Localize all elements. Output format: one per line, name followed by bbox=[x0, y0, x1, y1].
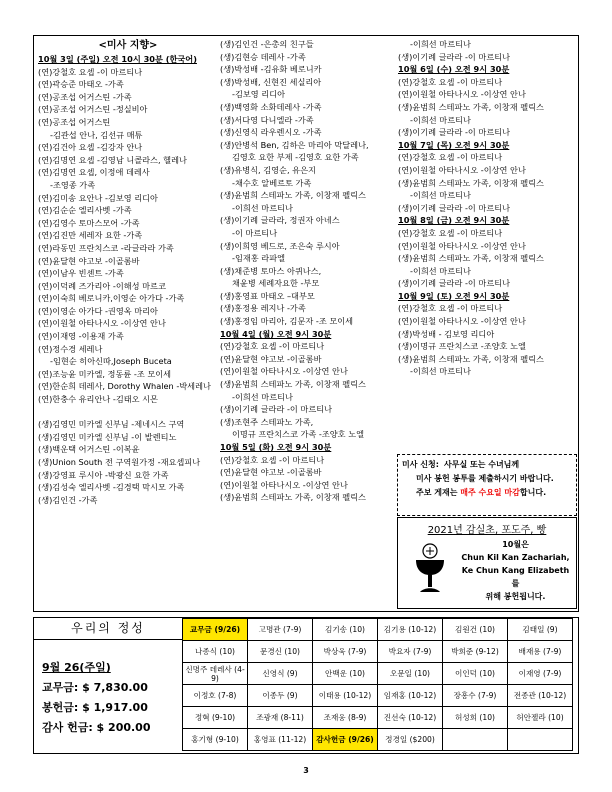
offering-cell: 나종식 (10) bbox=[183, 641, 248, 663]
offering-section bbox=[33, 617, 579, 754]
offering-cell: 박요자 (7-9) bbox=[378, 641, 443, 663]
ads-line3: Ke Chun Kang Elizabeth를 bbox=[461, 566, 570, 588]
offering-cell: 홍영표 (11-12) bbox=[248, 729, 313, 751]
mass-intention-line: (생)홍정용 레지나 -가족 bbox=[220, 303, 306, 314]
mass-intention-line: -이 마르티나 bbox=[232, 227, 278, 238]
mass-intention-line: (연)강철호 요셉 -이 마르티나 bbox=[220, 341, 325, 352]
mass-intention-line: (생)Union South 전 구역원가정 -재요셉피나 bbox=[38, 457, 201, 467]
mass-intention-line: -조영종 가족 bbox=[50, 179, 96, 190]
mass-intention-line: (생)유병식, 김영순, 유은지 bbox=[220, 164, 316, 175]
offering-cell: 고명관 (7-9) bbox=[248, 619, 313, 641]
ads-line2: Chun Kil Kan Zachariah, bbox=[461, 553, 570, 562]
mass-intention-line: (연)라동민 프란치스코 -라글라라 가족 bbox=[38, 242, 174, 253]
ads-line4: 위해 봉헌됩니다. bbox=[485, 592, 546, 601]
mass-date-header: 10월 9일 (토) 오전 9시 30분 bbox=[398, 290, 510, 301]
mass-intention-line: -이희선 마르티나 bbox=[410, 366, 471, 377]
notice-line3a: 주보 게재는 bbox=[416, 488, 461, 497]
mass-intention-line: (생)이기례 글라라, 정권자 아네스 bbox=[220, 215, 340, 226]
mass-intention-line: (생)윤범희 스테파노 가족, 이창재 펠릭스 bbox=[220, 190, 366, 201]
notice-deadline: 매주 수요일 마감 bbox=[460, 488, 520, 497]
mass-title: <미사 지향> bbox=[98, 40, 158, 51]
page-number: 3 bbox=[303, 766, 309, 775]
mass-intention-line: 김영호 요한 부제 -김영호 요한 가족 bbox=[232, 152, 359, 163]
mass-intention-line: (연)조능윤 미카엘, 정동륜 -조 모이세 bbox=[38, 368, 172, 379]
mass-date-header: 10월 6일 (수) 오전 9시 30분 bbox=[398, 64, 510, 75]
mass-intention-line: (생)윤범희 스테파노 가족, 이창재 펠릭스 bbox=[220, 492, 366, 503]
ads-line1: 10월은 bbox=[502, 540, 529, 549]
mass-intention-line: (연)윤달현 야고보 -이골롬바 bbox=[220, 353, 322, 364]
mass-intention-line: -김보영 리디아 bbox=[232, 89, 286, 100]
mass-date-header: 10월 8일 (금) 오전 9시 30분 bbox=[398, 215, 510, 226]
offering-cell: 김기용 (10-12) bbox=[378, 619, 443, 641]
offering-cell: 정경일 ($200) bbox=[378, 729, 443, 751]
notice-label: 미사 신청: bbox=[402, 460, 439, 469]
offering-thanks: 감사 헌금: $ 200.00 bbox=[42, 721, 151, 734]
mass-intention-line: -이희선 마르티나 bbox=[410, 114, 471, 125]
offering-cell: 진선숙 (10-12) bbox=[378, 707, 443, 729]
offering-cell: 장흥수 (7-9) bbox=[443, 685, 508, 707]
mass-intention-line: (생)윤범희 스테파노 가족, 이창재 펠릭스 bbox=[398, 101, 544, 112]
mass-intention-line: (생)윤범희 스테파노 가족, 이창재 펠릭스 bbox=[398, 353, 544, 364]
mass-intention-line: (연)김명연 요셉 -김영남 니콜라스, 헬레나 bbox=[38, 154, 187, 165]
mass-intention-line: (연)이원철 아타나시오 -이상연 안나 bbox=[398, 240, 526, 251]
offering-cell: 배재용 (7-9) bbox=[508, 641, 573, 663]
mass-intention-line: (연)이원철 아타나시오 -이상연 안나 bbox=[398, 164, 526, 175]
mass-date-header: 10월 7일 (목) 오전 9시 30분 bbox=[398, 139, 510, 150]
offering-cell: 이종두 (9) bbox=[248, 685, 313, 707]
mass-intention-line: (연)김영수 토마스모어 -가족 bbox=[38, 217, 140, 228]
mass-intention-line: (생)윤범희 스테파노 가족, 이창재 펠릭스 bbox=[398, 253, 544, 264]
mass-intention-line: (생)홍영표 마태오 –대부모 bbox=[220, 290, 315, 301]
mass-intention-line: (연)이덕례 즈가리아 -이해성 마르코 bbox=[38, 280, 166, 291]
mass-intention-line: (생)이기례 글라라 -이 마르티나 bbox=[398, 127, 511, 138]
offering-pledge: 교무금: $ 7,830.00 bbox=[42, 681, 148, 694]
mass-intention-line: (연)공조섭 어거스틴 -정실비아 bbox=[38, 104, 148, 115]
mass-request-notice bbox=[397, 454, 577, 516]
mass-intention-line: (연)이원철 아타나시오 -이상연 안나 bbox=[398, 89, 526, 100]
mass-intention-line: (연)이원철 아타나시오 -이상연 안나 bbox=[398, 316, 526, 327]
altar-offering-title: 2021년 감실초, 포도주, 빵 bbox=[427, 525, 547, 536]
offering-cell: 정혁 (9-10) bbox=[183, 707, 248, 729]
mass-intention-line: (연)윤달현 야고보 -이골롬바 bbox=[220, 467, 322, 478]
offering-cell: 감사헌금 (9/26) bbox=[313, 729, 378, 751]
offering-collection: 봉헌금: $ 1,917.00 bbox=[42, 701, 148, 714]
offering-row bbox=[183, 729, 573, 751]
mass-intention-line: (연)강철호 요셉 -이 마르티나 bbox=[398, 227, 503, 238]
mass-intention-line: (생)백운택 어거스틴 -이복윤 bbox=[38, 444, 140, 455]
mass-intention-line: (생)김현승 데레사 -가족 bbox=[220, 51, 306, 62]
offering-cell: 임재홍 (10-12) bbox=[378, 685, 443, 707]
offering-cell: 교무금 (9/26) bbox=[183, 619, 248, 641]
offering-cell: 조광재 (8-11) bbox=[248, 707, 313, 729]
chalice-icon bbox=[412, 542, 448, 596]
mass-intention-line: -이희선 마르티나 bbox=[232, 202, 293, 213]
offering-cell: 오문일 (10) bbox=[378, 663, 443, 685]
mass-intention-line: (생)김영민 미카엘 신부님 -제네시스 구역 bbox=[38, 419, 185, 430]
mass-intention-line: -채수호 알베르토 가족 bbox=[232, 177, 312, 188]
mass-intention-line: -이희선 마르티나 bbox=[410, 265, 471, 276]
mass-intention-line: (생)김영민 미카엘 신부님 -이 발렌티노 bbox=[38, 431, 177, 442]
offering-cell: 허성희 (10) bbox=[443, 707, 508, 729]
offering-cell: 홍기형 (9-10) bbox=[183, 729, 248, 751]
mass-intention-line: (연)한충수 유리안나 -김태오 시몬 bbox=[38, 394, 158, 405]
mass-intention-line: (연)김미송 요안나 -김보영 리디아 bbox=[38, 192, 158, 203]
mass-intention-line: (생)김인건 -은총의 친구들 bbox=[220, 39, 314, 49]
mass-intention-line: (연)이원철 아타나시오 -이상연 안나 bbox=[220, 479, 348, 490]
offering-row bbox=[183, 707, 573, 729]
mass-intention-line: (연)공조섭 어거스틴 -가족 bbox=[38, 91, 132, 102]
mass-intention-line: (연)김명연 요셉, 이정애 데레사 bbox=[38, 167, 150, 178]
mass-intention-line: (생)서다영 다니엘라 -가족 bbox=[220, 114, 314, 125]
altar-offering-box bbox=[397, 517, 577, 609]
mass-intention-line bbox=[38, 406, 218, 419]
mass-intention-line: (생)백영화 소화데레사 -가족 bbox=[220, 101, 322, 112]
mass-intention-line: (생)이기례 글라라 -이 마르티나 bbox=[220, 404, 333, 415]
mass-intention-line: (연)이숙희 베로니카,이영순 아가다 -가족 bbox=[38, 293, 185, 304]
offering-cell: 김원건 (10) bbox=[443, 619, 508, 641]
offering-cell: 안백운 (10) bbox=[313, 663, 378, 685]
notice-line3b: 합니다. bbox=[519, 488, 547, 497]
mass-intention-line: (생)이희영 베드로, 조은숙 루시아 bbox=[220, 240, 340, 251]
mass-intention-line: (연)이원철 아타나시오 -이상연 안나 bbox=[220, 366, 348, 377]
mass-intention-line: (생)신영식 라우렌시오 -가족 bbox=[220, 127, 322, 138]
offering-cell: 박희준 (9-12) bbox=[443, 641, 508, 663]
mass-intention-line: (생)김성숙 엘리사벳 -김경택 막시모 가족 bbox=[38, 482, 185, 493]
offering-names-table bbox=[182, 618, 573, 751]
mass-intention-line: (연)강철호 요셉 -이 마르티나 bbox=[398, 152, 503, 163]
mass-date-header: 10월 3일 (주일) 오전 10시 30분 (한국어) bbox=[38, 54, 197, 64]
offering-cell: 김기송 (10) bbox=[313, 619, 378, 641]
mass-intention-line: (연)한순희 데레사, Dorothy Whalen -박세레나 bbox=[38, 381, 211, 392]
offering-cell: 조재웅 (8-9) bbox=[313, 707, 378, 729]
mass-intention-line: (생)강영표 루시아 -박광신 요한 가족 bbox=[38, 469, 169, 480]
notice-line1: 사무실 또는 수녀님께 bbox=[444, 460, 520, 469]
offering-cell: 신영식 (9) bbox=[248, 663, 313, 685]
offering-row bbox=[183, 685, 573, 707]
mass-intention-line: (연)강철호 요셉 -이 마르티나 bbox=[220, 454, 325, 465]
offering-cell: 이인덕 (10) bbox=[443, 663, 508, 685]
mass-intention-line: (연)강철호 요셉 -이 마르티나 bbox=[398, 303, 503, 314]
mass-intention-line: (생)박성배 - 김보영 리디아 bbox=[398, 328, 495, 339]
offering-cell: 김태일 (9) bbox=[508, 619, 573, 641]
mass-intention-line: -이희선 마르티나 bbox=[232, 391, 293, 402]
mass-intention-line: -이희선 마르티나 bbox=[410, 39, 471, 49]
mass-intention-line: 채윤병 세례자요한 -부모 bbox=[232, 278, 320, 289]
mass-intention-line: (연)공조섭 어거스틴 bbox=[38, 116, 111, 127]
mass-intention-line: 이명규 프란치스코 가족 -조양호 노엘 bbox=[232, 429, 365, 440]
mass-intention-line: (생)김인건 -가족 bbox=[38, 494, 98, 505]
offering-date: 9월 26(주일) bbox=[42, 661, 111, 674]
mass-intention-line: (생)윤범희 스테파노 가족, 이창재 펠릭스 bbox=[220, 379, 366, 390]
mass-intention-line: (생)이기례 글라라 -이 마르티나 bbox=[398, 51, 511, 62]
offering-cell: 허안젤라 (10) bbox=[508, 707, 573, 729]
mass-intention-line: (생)이기례 글라라 -이 마르티나 bbox=[398, 278, 511, 289]
mass-date-header: 10월 4일 (월) 오전 9시 30분 bbox=[220, 328, 332, 339]
mass-column-1 bbox=[38, 38, 218, 506]
mass-intention-line: (연)정수경 세레나 bbox=[38, 343, 103, 354]
offering-cell: 전종관 (10-12) bbox=[508, 685, 573, 707]
mass-intention-line: (생)박성배 -김유화 베로니카 bbox=[220, 64, 322, 75]
notice-line2: 미사 봉헌 봉투를 제출하시기 바랍니다. bbox=[416, 474, 554, 483]
mass-column-2 bbox=[220, 38, 398, 504]
offering-cell: 이정호 (7-8) bbox=[183, 685, 248, 707]
mass-intention-line: (연)김순순 엘리사벳 -가족 bbox=[38, 205, 132, 216]
mass-intention-line: (연)이재영 -이용재 가족 bbox=[38, 331, 124, 342]
offering-cell bbox=[443, 729, 508, 751]
offering-row bbox=[183, 641, 573, 663]
offering-cell: 신명주 데레사 (4-9) bbox=[183, 663, 248, 685]
mass-intention-line: (생)조현주 스테파노 가족, bbox=[220, 416, 314, 427]
offering-title: 우리의 정성 bbox=[34, 618, 182, 640]
mass-intention-line: (생)이기례 글라라 -이 마르티나 bbox=[398, 202, 511, 213]
offering-row bbox=[183, 663, 573, 685]
mass-intention-line: (연)강철호 요셉 -이 마르티나 bbox=[398, 76, 503, 87]
mass-intention-line: (연)강철호 요셉 -이 마르티나 bbox=[38, 66, 143, 77]
mass-intention-line: (연)이원철 아타나시오 -이상연 안나 bbox=[38, 318, 166, 329]
offering-cell bbox=[508, 729, 573, 751]
mass-intention-line: (생)안병석 Ben, 김하은 마리아 막달레나, bbox=[220, 139, 369, 150]
mass-intention-line: -김관섭 안나, 김선규 매튜 bbox=[50, 129, 143, 140]
mass-intention-line: (생)이명규 프란치스코 -조양호 노엘 bbox=[398, 341, 526, 352]
offering-cell: 이태용 (10-12) bbox=[313, 685, 378, 707]
mass-column-3 bbox=[398, 38, 578, 378]
offering-row bbox=[183, 619, 573, 641]
mass-intention-line: (연)윤달현 야고보 -이골롬바 bbox=[38, 255, 140, 266]
offering-cell: 문경신 (10) bbox=[248, 641, 313, 663]
mass-intention-line: (연)김진만 세레자 요한 -가족 bbox=[38, 230, 143, 241]
mass-intention-line: -임재홍 라파엘 bbox=[232, 253, 286, 264]
mass-intention-line: -임현순 히아신따,Joseph Buceta bbox=[50, 356, 172, 367]
mass-intention-line: (생)홍정임 마리아, 김문자 -조 모이세 bbox=[220, 316, 354, 327]
mass-intention-line: (연)이남우 빈센트 -가족 bbox=[38, 268, 124, 279]
mass-date-header: 10월 5일 (화) 오전 9시 30분 bbox=[220, 442, 332, 452]
mass-intention-line: (연)곽승준 마태오 -가족 bbox=[38, 79, 124, 90]
mass-intention-line: (생)윤범희 스테파노 가족, 이창재 펠릭스 bbox=[398, 177, 544, 188]
offering-cell: 박상욱 (7-9) bbox=[313, 641, 378, 663]
mass-intention-line: (생)박성배, 신현진 세실리아 bbox=[220, 76, 322, 87]
mass-intention-line: (생)채준병 토마스 아퀴나스, bbox=[220, 265, 322, 276]
mass-intention-line: (연)이영순 아가다 -권영옥 마리아 bbox=[38, 305, 158, 316]
mass-intention-line: (연)김건아 요셉 -김강자 안나 bbox=[38, 142, 143, 153]
offering-cell: 이재영 (7-9) bbox=[508, 663, 573, 685]
offering-summary bbox=[42, 658, 151, 738]
mass-intention-line: -이희선 마르티나 bbox=[410, 190, 471, 201]
